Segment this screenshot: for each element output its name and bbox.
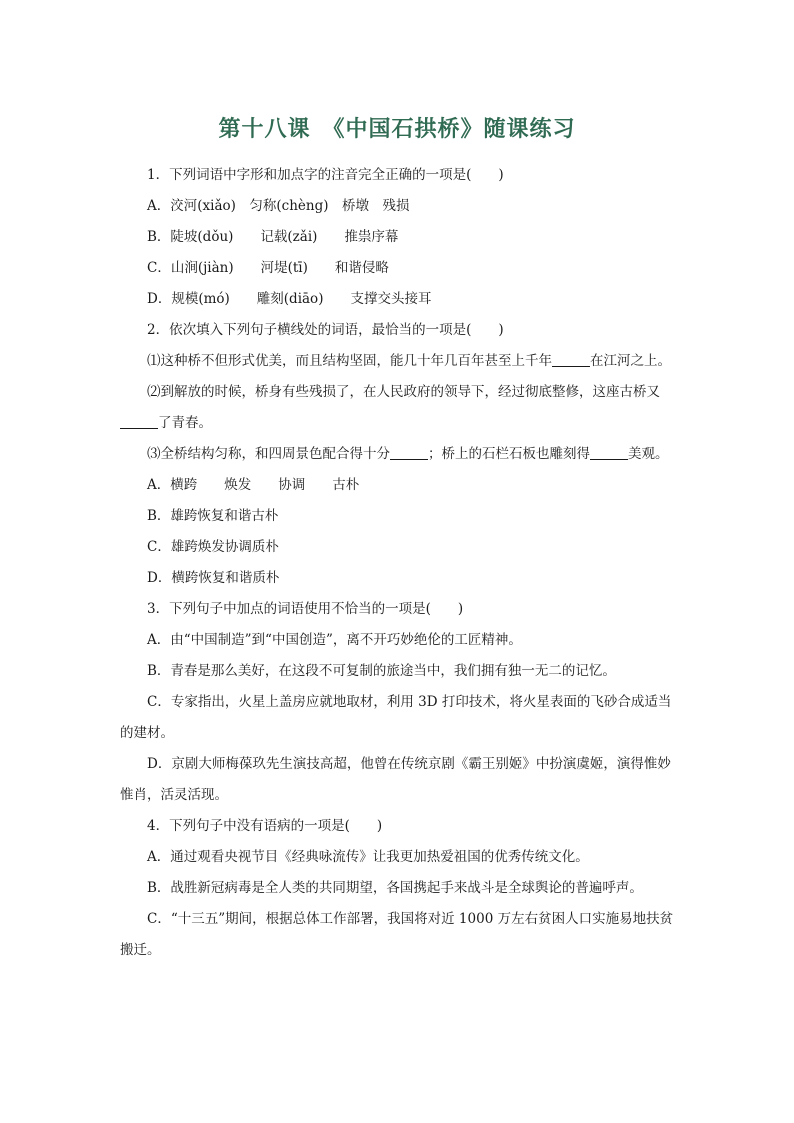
q4-stem: 4．下列句子中没有语病的一项是( ) — [147, 818, 383, 834]
q2-s1-blank — [552, 352, 590, 367]
q2-s2-text-b: 了青春。 — [158, 415, 212, 431]
q1-option-b: B．陡坡(dǒu) 记载(zǎi) 推祟序幕 — [147, 229, 399, 245]
q1-stem: 1．下列词语中字形和加点字的注音完全正确的一项是( ) — [147, 167, 504, 183]
q2-s2-blank — [120, 414, 158, 429]
q2-option-c: C．雄跨焕发协调质朴 — [147, 539, 279, 555]
q2-s3-blank-1 — [390, 445, 428, 460]
q4-option-c: C．“十三五”期间，根据总体工作部署，我国将对近 1000 万左右贫困人口实施易地扶贫搬迁。 — [120, 911, 674, 958]
q2-option-a: A．横跨 焕发 协调 古朴 — [147, 477, 360, 493]
q3-option-d: D．京剧大师梅葆玖先生演技高超，他曾在传统京剧《霸王别姬》中扮演虞姬，演得惟妙惟肖，活灵活现。 — [120, 756, 671, 803]
q3-option-a: A．由“中国制造”到“中国创造”，离不开巧妙绝伦的工匠精神。 — [147, 632, 522, 648]
q1-option-d: D．规模(mó) 雕刻(diāo) 支撑交头接耳 — [147, 291, 432, 307]
q2-sentence-1 — [120, 346, 678, 377]
exercise-body — [120, 160, 678, 966]
q2-sentence-3 — [120, 439, 678, 470]
q2-s3-text-b: ；桥上的石栏石板也雕刻得 — [428, 446, 590, 462]
page-title: 第十八课 《中国石拱桥》随课练习 — [218, 116, 576, 142]
q2-s1-text-a: ⑴这种桥不但形式优美，而且结构坚固，能几十年几百年甚至上千年 — [147, 353, 552, 369]
q1-option-c: C．山涧(jiàn) 河堤(tī) 和谐侵略 — [147, 260, 389, 276]
q1-option-a: A．洨河(xiǎo) 匀称(chèng) 桥墩 残损 — [147, 198, 410, 214]
q3-stem: 3．下列句子中加点的词语使用不恰当的一项是( ) — [147, 601, 464, 617]
q2-option-d: D．横跨恢复和谐质朴 — [147, 570, 280, 586]
q2-s2-text-a: ⑵到解放的时候，桥身有些残损了，在人民政府的领导下，经过彻底整修，这座古桥又 — [147, 384, 660, 400]
q2-option-b: B．雄跨恢复和谐古朴 — [147, 508, 279, 524]
q4-option-a: A．通过观看央视节目《经典咏流传》让我更加热爱祖国的优秀传统文化。 — [147, 849, 589, 865]
q3-option-b: B．青春是那么美好，在这段不可复制的旅途当中，我们拥有独一无二的记忆。 — [147, 663, 616, 679]
q3-option-c: C．专家指出，火星上盖房应就地取材，利用 3D 打印技术，将火星表面的飞砂合成适当的建材。 — [120, 694, 672, 741]
q2-s3-text-c: 美观。 — [628, 446, 669, 462]
q2-stem: 2．依次填入下列句子横线处的词语，最恰当的一项是( ) — [147, 322, 504, 338]
q2-s1-text-b: 在江河之上。 — [590, 353, 671, 369]
q4-option-b: B．战胜新冠病毒是全人类的共同期望，各国携起手来战斗是全球舆论的普遍呼声。 — [147, 880, 643, 896]
q2-sentence-2 — [120, 377, 678, 439]
q2-s3-text-a: ⑶全桥结构匀称，和四周景色配合得十分 — [147, 446, 390, 462]
q2-s3-blank-2 — [590, 445, 628, 460]
